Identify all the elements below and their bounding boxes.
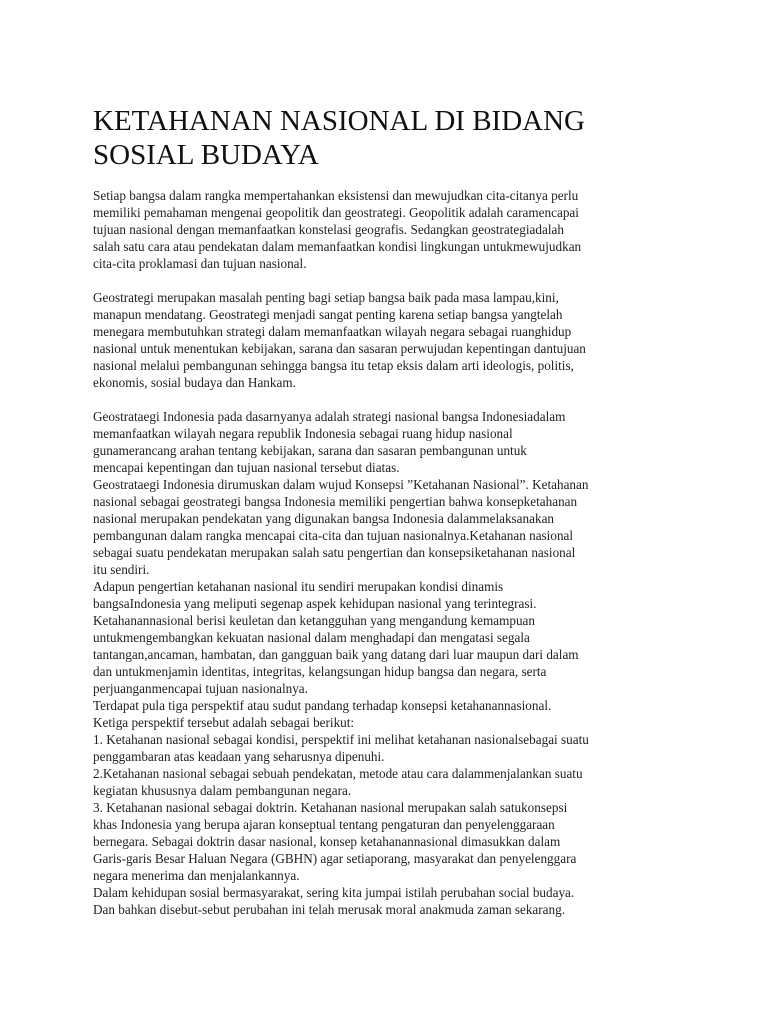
text-line: Adapun pengertian ketahanan nasional itu sendiri merupakan kondisi dinamis [93,579,504,594]
text-line: Geostrataegi Indonesia pada dasarnyanya adalah strategi nasional bangsa Indonesiadalam [93,409,566,424]
text-line: 3. Ketahanan nasional sebagai doktrin. Ketahanan nasional merupakan salah satukonsepsi [93,800,568,815]
text-line: nasional merupakan pendekatan yang digunakan bangsa Indonesia dalammelaksanakan [93,511,555,526]
text-line: memiliki pemahaman mengenai geopolitik dan geostrategi. Geopolitik adalah caramencapai [93,205,579,220]
text-line: bernegara. Sebagai doktrin dasar nasional, konsep ketahanannasional dimasukkan dalam [93,834,561,849]
text-line: tujuan nasional dengan memanfaatkan konstelasi geografis. Sedangkan geostrategiadalah [93,222,564,237]
text-line: kegiatan khususnya dalam pembangunan negara. [93,783,352,798]
text-line: Setiap bangsa dalam rangka mempertahankan eksistensi dan mewujudkan cita-citanya perlu [93,188,579,203]
text-line: 1. Ketahanan nasional sebagai kondisi, perspektif ini melihat ketahanan nasionalsebagai suatu [93,732,589,747]
document-page [93,104,683,918]
text-line: negara menerima dan menjalankannya. [93,868,300,883]
text-line: Geostrataegi Indonesia dirumuskan dalam wujud Konsepsi ”Ketahanan Nasional”. Ketahanan [93,477,589,492]
paragraph-gap [93,391,683,408]
text-line: nasional sebagai geostrategi bangsa Indonesia memiliki pengertian bahwa konsepketahanan [93,494,578,509]
text-line: gunamerancang arahan tentang kebijakan, sarana dan sasaran pembangunan untuk [93,443,527,458]
text-line: Dalam kehidupan sosial bermasyarakat, sering kita jumpai istilah perubahan social budaya. [93,885,575,900]
text-line: untukmengembangkan kekuatan nasional dalam menghadapi dan mengatasi segala [93,630,530,645]
text-line: nasional untuk menentukan kebijakan, sarana dan sasaran perwujudan kepentingan dantujuan [93,341,586,356]
text-line: menegara membutuhkan strategi dalam memanfaatkan wilayah negara sebagai ruanghidup [93,324,572,339]
text-line: Geostrategi merupakan masalah penting bagi setiap bangsa baik pada masa lampau,kini, [93,290,559,305]
text-line: tantangan,ancaman, hambatan, dan gangguan baik yang datang dari luar maupun dari dalam [93,647,579,662]
text-line: salah satu cara atau pendekatan dalam memanfaatkan kondisi lingkungan untukmewujudkan [93,239,582,254]
document-body [93,187,683,918]
text-line: Ketiga perspektif tersebut adalah sebagai berikut: [93,715,355,730]
paragraph-2 [93,289,683,391]
text-line: khas Indonesia yang berupa ajaran konseptual tentang pengaturan dan penyelenggaraan [93,817,555,832]
text-line: ekonomis, sosial budaya dan Hankam. [93,375,296,390]
paragraph-1 [93,187,683,272]
text-line: perjuanganmencapai tujuan nasionalnya. [93,681,308,696]
text-line: pembangunan dalam rangka mencapai cita-cita dan tujuan nasionalnya.Ketahanan nasional [93,528,574,543]
document-title [93,104,683,172]
text-line: dan untukmenjamin identitas, integritas, kelangsungan hidup bangsa dan negara, serta [93,664,547,679]
text-line: memanfaatkan wilayah negara republik Indonesia sebagai ruang hidup nasional [93,426,513,441]
title-line: SOSIAL BUDAYA [93,139,319,171]
title-line: KETAHANAN NASIONAL DI BIDANG [93,105,585,137]
text-line: penggambaran atas keadaan yang seharusnya dipenuhi. [93,749,385,764]
text-line: Ketahanannasional berisi keuletan dan ketangguhan yang mengandung kemampuan [93,613,536,628]
text-line: mencapai kepentingan dan tujuan nasional tersebut diatas. [93,460,400,475]
text-line: Dan bahkan disebut-sebut perubahan ini telah merusak moral anakmuda zaman sekarang. [93,902,566,917]
text-line: 2.Ketahanan nasional sebagai sebuah pendekatan, metode atau cara dalammenjalankan suatu [93,766,583,781]
text-line: sebagai suatu pendekatan merupakan salah satu pengertian dan konsepsiketahanan nasional [93,545,576,560]
text-line: Terdapat pula tiga perspektif atau sudut pandang terhadap konsepsi ketahanannasional. [93,698,552,713]
paragraph-3 [93,408,683,918]
text-line: itu sendiri. [93,562,150,577]
text-line: bangsaIndonesia yang meliputi segenap aspek kehidupan nasional yang terintegrasi. [93,596,537,611]
text-line: Garis-garis Besar Haluan Negara (GBHN) agar setiaporang, masyarakat dan penyelenggara [93,851,577,866]
text-line: cita-cita proklamasi dan tujuan nasional. [93,256,307,271]
text-line: nasional melalui pembangunan sehingga bangsa itu tetap eksis dalam arti ideologis, politis, [93,358,574,373]
paragraph-gap [93,272,683,289]
text-line: manapun mendatang. Geostrategi menjadi sangat penting karena setiap bangsa yangtelah [93,307,563,322]
